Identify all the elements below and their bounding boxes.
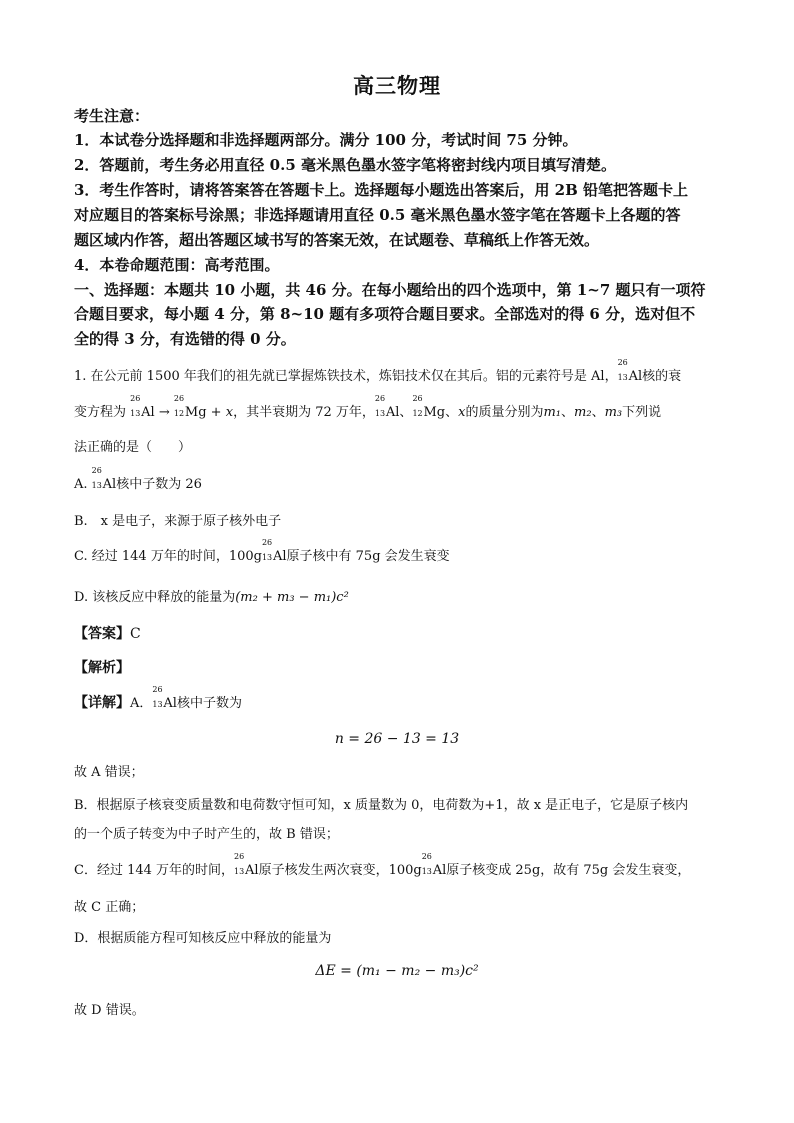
detail-a: 【详解】A． 26 13 Al核中子数为 <box>74 692 242 715</box>
notice-line: 1．本试卷分选择题和非选择题两部分。满分 100 分，考试时间 75 分钟。 <box>74 131 578 149</box>
nuclide-mg: 26 12 Mg <box>173 394 207 420</box>
answer-line <box>74 623 141 643</box>
section-instruction: 一、选择题：本题共 10 小题，共 46 分。在每小题给出的四个选项中，第 1~7 题只有一项符 <box>74 281 706 299</box>
section-instruction: 全的得 3 分，有选错的得 0 分。 <box>74 330 296 348</box>
notice-heading: 考生注意： <box>74 107 150 125</box>
stem-text: 1. 在公元前 1500 年我们的祖先就已掌握炼铁技术，炼铝技术仅在其后。铝的元素符号是 Al， <box>74 369 618 384</box>
nuclide-al: 26 13 Al <box>91 466 117 492</box>
detail-b: B．根据原子核衰变质量数和电荷数守恒可知，x 质量数为 0，电荷数为+1，故 x 是正电子，它是原子核内 <box>74 798 689 813</box>
equation-neutrons: n = 26 − 13 = 13 <box>334 731 460 747</box>
nuclide-al: 26 13 Al <box>152 685 177 711</box>
particle-x: x <box>225 405 234 420</box>
stem-text: 核的衰 <box>642 369 682 384</box>
option-a: A. 26 13 Al核中子数为 26 <box>74 474 202 496</box>
reaction-arrow: → <box>158 405 170 420</box>
section-instruction: 合题目要求，每小题 4 分，第 8~10 题有多项符合题目要求。全部选对的得 6 分，选对但不 <box>74 305 696 323</box>
notice-line: 3．考生作答时，请将答案答在答题卡上。选择题每小题选出答案后，用 2B 铅笔把答题卡上 <box>74 181 689 199</box>
option-b: B. x 是电子，来源于原子核外电子 <box>74 514 282 529</box>
mass-m2: m₂ <box>574 405 592 420</box>
nuclide-al: 26 13 Al <box>234 852 259 878</box>
nuclide-al: 26 13 Al <box>130 394 155 420</box>
option-d: D. 该核反应中释放的能量为(m₂ + m₃ − m₁)c² <box>74 590 349 605</box>
nuclide-al: 26 13 Al <box>374 394 400 420</box>
question-1-stem: 变方程为 26 13 Al → 26 12 Mg + x，其半衰期为 72 万年， 26 13 Al、 26 12 Mg、x的质量分别为m₁、m₂、m₃下列说 <box>74 402 661 424</box>
energy-expression: (m₂ + m₃ − m₁)c² <box>235 590 349 605</box>
analysis-tag: 【解析】 <box>74 660 130 676</box>
detail-b: 的一个质子转变为中子时产生的，故 B 错误； <box>74 827 339 842</box>
notice-line: 题区域内作答，超出答题区域书写的答案无效，在试题卷、草稿纸上作答无效。 <box>74 231 600 249</box>
option-c: C. 经过 144 万年的时间，100g 26 13 Al原子核中有 75g 会发生衰变 <box>74 546 450 568</box>
question-1-stem <box>74 358 682 388</box>
answer-tag: 【答案】 <box>74 626 130 642</box>
answer-value: C <box>130 626 141 642</box>
detail-c: C．经过 144 万年的时间， 26 13 Al原子核发生两次衰变，100g 26 13 Al原子核变成 25g，故有 75g 会发生衰变， <box>74 860 690 882</box>
nuclide-al: 26 13 Al <box>421 852 447 878</box>
detail-a-result: 故 A 错误； <box>74 765 144 780</box>
notice-line: 2．答题前，考生务必用直径 0.5 毫米黑色墨水签字笔将密封线内项目填写清楚。 <box>74 156 616 174</box>
notice-line: 对应题目的答案标号涂黑；非选择题请用直径 0.5 毫米黑色墨水签字笔在答题卡上各题的答 <box>74 206 681 224</box>
question-1-stem: 法正确的是（ ） <box>74 440 192 455</box>
mass-m1: m₁ <box>543 405 561 420</box>
page-title: 高三物理 <box>353 73 441 98</box>
nuclide-al: 26 13 Al <box>617 358 643 384</box>
mass-m3: m₃ <box>604 405 623 420</box>
notice-line: 4．本卷命题范围：高考范围。 <box>74 256 280 274</box>
nuclide-mg: 26 12 Mg <box>412 394 446 420</box>
nuclide-al: 26 13 Al <box>261 538 287 564</box>
detail-c-result: 故 C 正确； <box>74 900 145 915</box>
detail-d: D．根据质能方程可知核反应中释放的能量为 <box>74 931 332 946</box>
equation-energy: ΔE = (m₁ − m₂ − m₃)c² <box>315 963 479 979</box>
detail-d-result: 故 D 错误。 <box>74 1003 145 1018</box>
detail-tag: 【详解】 <box>74 695 130 711</box>
